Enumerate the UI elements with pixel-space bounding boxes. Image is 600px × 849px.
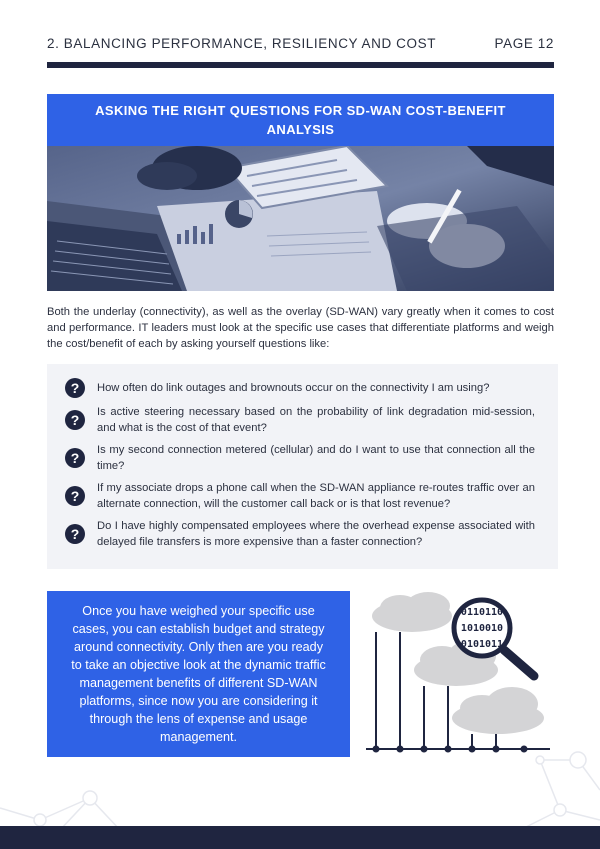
binary-line: 0101011: [460, 639, 504, 650]
page-header: [47, 36, 554, 56]
question-icon: ?: [65, 448, 85, 468]
question-item-3: [65, 442, 535, 474]
cloud-icon: [452, 687, 544, 734]
questions-panel: [47, 364, 558, 569]
question-text: Do I have highly compensated employees where the overhead expense associated with delayed file transfers is more expensive than a faster connection?: [97, 520, 535, 548]
callout-text: Once you have weighed your specific use cases, you can establish budget and strategy around connectivity. Only then are you ready to take an objective look at the dynamic traffic management benefits of different SD-WAN platforms, since now you are considering it through the lens of expense and usage management.: [71, 604, 326, 744]
intro-paragraph: Both the underlay (connectivity), as well as the overlay (SD-WAN) vary greatly when it comes to cost and performance. IT leaders must look at the specific use cases that differentiate platforms and weigh the cost/benefit of each by asking yourself questions like:: [47, 306, 554, 350]
header-rule: [47, 62, 554, 68]
section-title: 2. BALANCING PERFORMANCE, RESILIENCY AND COST: [47, 36, 437, 51]
question-text: How often do link outages and brownouts occur on the connectivity I am using?: [97, 382, 490, 394]
question-item-4: [65, 480, 535, 512]
question-item-5: [65, 518, 535, 550]
question-icon: ?: [65, 410, 85, 430]
cloud-diagram: [360, 588, 560, 758]
banner-title: ASKING THE RIGHT QUESTIONS FOR SD-WAN COST-BENEFIT ANALYSIS: [95, 103, 506, 137]
question-text: Is active steering necessary based on the probability of link degradation mid-session, and what is the cost of that event?: [97, 406, 535, 434]
photo-illustration: [47, 146, 554, 291]
cloud-icon: [372, 592, 452, 632]
business-meeting-photo: [47, 146, 554, 291]
footer-bar: [0, 826, 600, 849]
cloud-network-illustration: [360, 588, 560, 758]
question-text: If my associate drops a phone call when the SD-WAN appliance re-routes traffic over an alternate connection, will the customer call back or is that lost revenue?: [97, 482, 535, 510]
question-icon: ?: [65, 378, 85, 398]
question-icon: ?: [65, 524, 85, 544]
decorative-network-pattern: [0, 740, 600, 830]
binary-line: 1010010: [460, 623, 504, 634]
question-icon: ?: [65, 486, 85, 506]
question-text: Is my second connection metered (cellular) and do I want to use that connection all the time?: [97, 444, 535, 472]
section-banner: [47, 94, 554, 146]
binary-line: 0110110: [460, 607, 504, 618]
question-item-1: [65, 378, 535, 398]
question-item-2: [65, 404, 535, 436]
callout-box: [47, 591, 350, 757]
page-number: PAGE 12: [494, 36, 554, 51]
